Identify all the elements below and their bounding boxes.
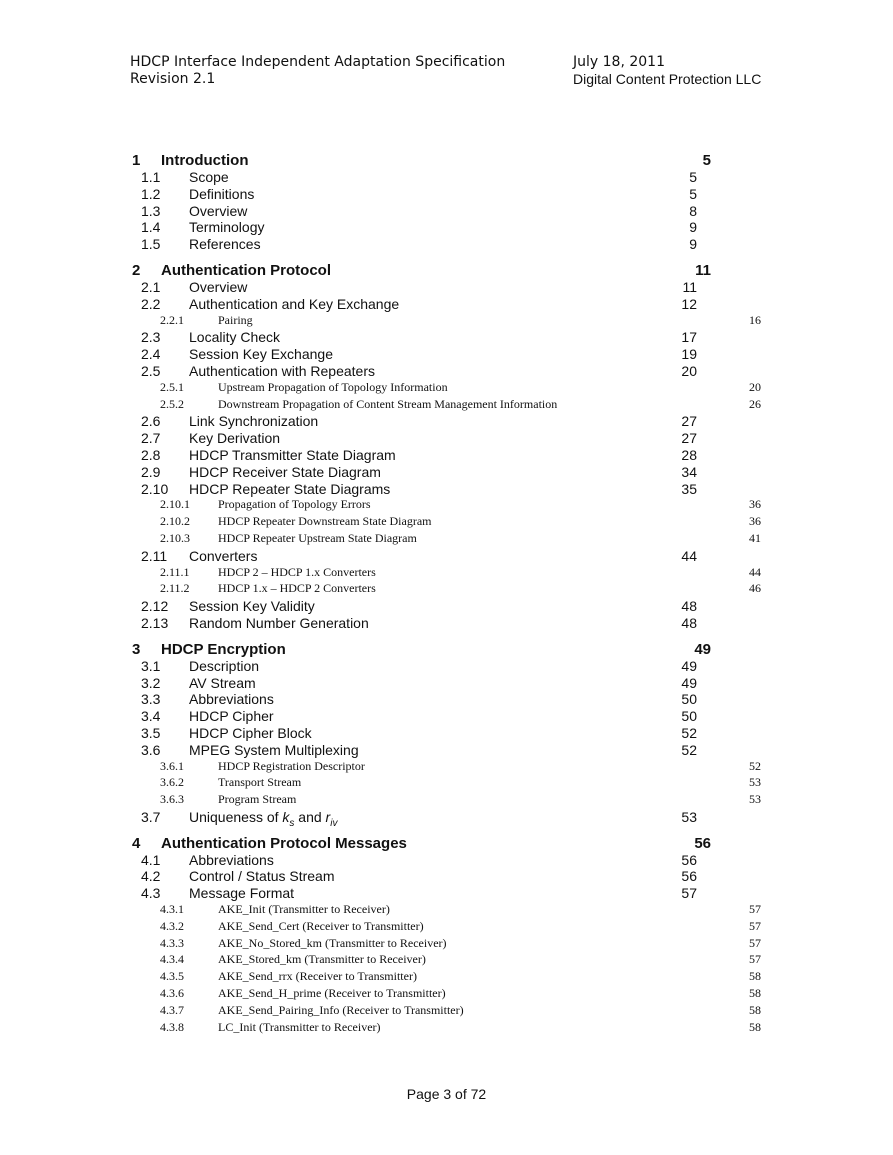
toc-entry-number: 3.6.2 <box>160 775 184 790</box>
toc-entry-number: 1.4 <box>141 219 161 236</box>
header-date: July 18, 2011 <box>573 54 665 70</box>
toc-entry-level-2[interactable] <box>130 346 697 363</box>
toc-entry-page: 36 <box>749 514 761 529</box>
toc-entry-level-2[interactable] <box>130 236 697 253</box>
toc-entry-number: 2.12 <box>141 598 169 615</box>
toc-entry-page: 52 <box>681 741 697 758</box>
toc-entry-number: 1.2 <box>141 185 161 202</box>
table-of-contents <box>130 152 761 1036</box>
toc-entry-level-2[interactable] <box>130 598 697 615</box>
toc-entry-page: 56 <box>681 868 697 885</box>
toc-entry-level-1[interactable] <box>130 152 711 169</box>
toc-entry-title: Overview <box>189 278 248 295</box>
toc-entry-title: HDCP Cipher <box>189 708 274 725</box>
toc-entry-page: 58 <box>749 1019 761 1034</box>
toc-title-fragment: r <box>325 808 331 825</box>
toc-entry-page: 44 <box>749 564 761 579</box>
toc-entry-level-1[interactable] <box>130 835 711 852</box>
toc-entry-page: 57 <box>749 918 761 933</box>
toc-entry-level-3[interactable] <box>130 531 761 548</box>
toc-entry-number: 4.2 <box>141 868 161 885</box>
toc-entry-page: 57 <box>749 952 761 967</box>
toc-entry-page: 27 <box>681 430 697 447</box>
toc-entry-title: Downstream Propagation of Content Stream Management Information <box>218 396 558 411</box>
page-number: Page 3 of 72 <box>406 1086 487 1102</box>
toc-entry-level-3[interactable] <box>130 514 761 531</box>
toc-entry-page: 9 <box>689 236 697 253</box>
toc-entry-title: HDCP 1.x – HDCP 2 Converters <box>218 581 376 596</box>
toc-entry-number: 2.8 <box>141 446 161 463</box>
toc-entry-title: Link Synchronization <box>189 413 319 430</box>
toc-entry-level-2[interactable] <box>130 885 697 902</box>
toc-entry-level-3[interactable] <box>130 792 761 809</box>
toc-entry-level-3[interactable] <box>130 1020 761 1037</box>
toc-entry-level-2[interactable] <box>130 708 697 725</box>
toc-entry-number: 1.1 <box>141 169 161 185</box>
toc-entry-level-3[interactable] <box>130 936 761 953</box>
toc-entry-level-2[interactable] <box>130 548 697 565</box>
toc-entry-title: Message Format <box>189 885 295 902</box>
toc-entry-title: Authentication and Key Exchange <box>189 295 400 312</box>
toc-entry-page: 35 <box>681 480 697 497</box>
toc-entry-page: 17 <box>681 329 697 346</box>
toc-entry-level-2[interactable] <box>130 363 697 380</box>
toc-entry-number: 3.1 <box>141 657 161 674</box>
toc-entry-title: Overview <box>189 202 248 219</box>
toc-entry-page: 49 <box>694 640 711 658</box>
toc-entry-title: Converters <box>189 547 258 564</box>
toc-entry-title <box>189 809 337 826</box>
toc-entry-number: 3.5 <box>141 724 161 741</box>
toc-entry-number: 3.2 <box>141 674 161 691</box>
toc-entry-level-1[interactable] <box>130 262 711 279</box>
toc-entry-title: Propagation of Topology Errors <box>218 497 371 512</box>
toc-entry-level-2[interactable] <box>130 279 697 296</box>
toc-entry-level-3[interactable] <box>130 759 761 776</box>
toc-entry-title: Session Key Validity <box>189 598 315 615</box>
toc-entry-level-3[interactable] <box>130 969 761 986</box>
toc-entry-number: 4.3.8 <box>160 1019 184 1034</box>
toc-entry-number: 2.9 <box>141 463 161 480</box>
toc-entry-level-2[interactable] <box>130 868 697 885</box>
toc-entry-number: 4.3.1 <box>160 902 184 917</box>
toc-entry-title: AKE_Send_rrx (Receiver to Transmitter) <box>218 969 417 984</box>
toc-entry-title: Control / Status Stream <box>189 868 335 885</box>
toc-entry-title: Locality Check <box>189 329 281 346</box>
toc-entry-level-3[interactable] <box>130 565 761 582</box>
toc-entry-level-3[interactable] <box>130 986 761 1003</box>
toc-entry-title: MPEG System Multiplexing <box>189 741 359 758</box>
toc-entry-page: 5 <box>689 169 697 185</box>
toc-entry-level-2[interactable] <box>130 430 697 447</box>
toc-entry-title: HDCP Repeater State Diagrams <box>189 480 391 497</box>
header-revision: Revision 2.1 <box>130 71 216 87</box>
toc-entry-title: References <box>189 236 261 253</box>
toc-entry-level-2[interactable] <box>130 725 697 742</box>
toc-entry-level-2[interactable] <box>130 219 697 236</box>
toc-entry-title: HDCP Cipher Block <box>189 724 312 741</box>
toc-entry-level-2[interactable] <box>130 809 697 826</box>
toc-entry-number: 3.4 <box>141 708 161 725</box>
toc-entry-level-2[interactable] <box>130 296 697 313</box>
toc-entry-level-2[interactable] <box>130 742 697 759</box>
toc-entry-number: 3.3 <box>141 691 161 708</box>
toc-entry-number: 4.3.3 <box>160 935 184 950</box>
toc-entry-page: 27 <box>681 413 697 430</box>
toc-entry-number: 4.3.6 <box>160 986 184 1001</box>
header-doc-title: HDCP Interface Independent Adaptation Specification <box>130 54 506 70</box>
toc-entry-title: LC_Init (Transmitter to Receiver) <box>218 1019 381 1034</box>
toc-title-fragment: and <box>294 808 326 825</box>
toc-entry-number: 4.3.4 <box>160 952 184 967</box>
toc-entry-level-2[interactable] <box>130 464 697 481</box>
toc-entry-page: 34 <box>681 463 697 480</box>
toc-entry-number: 2 <box>132 261 141 279</box>
toc-entry-title: HDCP Transmitter State Diagram <box>189 446 396 463</box>
toc-entry-number: 4.3.5 <box>160 969 184 984</box>
toc-entry-level-2[interactable] <box>130 447 697 464</box>
toc-entry-level-2[interactable] <box>130 329 697 346</box>
toc-entry-title: HDCP Receiver State Diagram <box>189 463 381 480</box>
toc-entry-page: 41 <box>749 530 761 545</box>
toc-entry-page: 49 <box>681 674 697 691</box>
toc-title-fragment: k <box>282 808 290 825</box>
toc-entry-title: HDCP Encryption <box>161 640 286 658</box>
toc-entry-title: Abbreviations <box>189 851 274 868</box>
toc-entry-number: 2.10 <box>141 480 169 497</box>
toc-entry-title: Authentication Protocol Messages <box>161 834 407 852</box>
toc-entry-level-2[interactable] <box>130 615 697 632</box>
toc-entry-number: 3.6.3 <box>160 792 184 807</box>
toc-entry-number: 3.6 <box>141 741 161 758</box>
toc-entry-level-3[interactable] <box>130 581 761 598</box>
toc-entry-page: 26 <box>749 396 761 411</box>
toc-entry-title: AKE_No_Stored_km (Transmitter to Receiver) <box>218 935 447 950</box>
toc-entry-title: AKE_Stored_km (Transmitter to Receiver) <box>218 952 426 967</box>
toc-entry-number: 3.6.1 <box>160 758 184 773</box>
toc-entry-title: Authentication with Repeaters <box>189 362 375 379</box>
toc-entry-level-2[interactable] <box>130 691 697 708</box>
toc-entry-title: AKE_Init (Transmitter to Receiver) <box>218 902 390 917</box>
toc-entry-level-3[interactable] <box>130 952 761 969</box>
toc-entry-number: 2.10.3 <box>160 530 190 545</box>
toc-entry-level-2[interactable] <box>130 186 697 203</box>
toc-entry-number: 2.3 <box>141 329 161 346</box>
toc-entry-title: HDCP 2 – HDCP 1.x Converters <box>218 564 376 579</box>
toc-entry-page: 50 <box>681 708 697 725</box>
toc-entry-page: 50 <box>681 691 697 708</box>
toc-entry-number: 2.7 <box>141 430 161 447</box>
toc-entry-title: Definitions <box>189 185 255 202</box>
toc-entry-number: 2.6 <box>141 413 161 430</box>
toc-entry-number: 2.10.1 <box>160 497 190 512</box>
toc-entry-level-2[interactable] <box>130 481 697 498</box>
toc-entry-level-2[interactable] <box>130 675 697 692</box>
toc-entry-number: 2.5 <box>141 362 161 379</box>
toc-entry-title: HDCP Registration Descriptor <box>218 758 365 773</box>
toc-entry-page: 52 <box>681 724 697 741</box>
toc-entry-level-3[interactable] <box>130 497 761 514</box>
toc-entry-page: 56 <box>694 834 711 852</box>
toc-entry-number: 2.5.1 <box>160 379 184 394</box>
toc-entry-page: 48 <box>681 614 697 631</box>
toc-entry-number: 2.10.2 <box>160 514 190 529</box>
toc-entry-title: Terminology <box>189 219 265 236</box>
toc-entry-page: 53 <box>749 792 761 807</box>
toc-entry-level-3[interactable] <box>130 902 761 919</box>
toc-entry-title: Introduction <box>161 152 249 169</box>
toc-entry-page: 58 <box>749 986 761 1001</box>
toc-entry-title: AV Stream <box>189 674 256 691</box>
toc-entry-number: 2.11.1 <box>160 564 190 579</box>
toc-entry-title: Key Derivation <box>189 430 281 447</box>
toc-entry-title: Program Stream <box>218 792 297 807</box>
toc-entry-page: 36 <box>749 497 761 512</box>
toc-entry-title: AKE_Send_Cert (Receiver to Transmitter) <box>218 918 424 933</box>
toc-entry-title: Authentication Protocol <box>161 261 331 279</box>
toc-entry-title: Abbreviations <box>189 691 274 708</box>
toc-entry-number: 2.13 <box>141 614 169 631</box>
toc-title-fragment: s <box>289 817 295 826</box>
toc-entry-title: Random Number Generation <box>189 614 369 631</box>
toc-entry-page: 8 <box>689 202 697 219</box>
toc-entry-level-2[interactable] <box>130 413 697 430</box>
toc-entry-title: AKE_Send_H_prime (Receiver to Transmitter) <box>218 986 446 1001</box>
toc-entry-level-3[interactable] <box>130 397 761 414</box>
toc-entry-page: 20 <box>749 379 761 394</box>
toc-entry-page: 9 <box>689 219 697 236</box>
toc-entry-level-3[interactable] <box>130 313 761 330</box>
toc-entry-number: 2.11 <box>141 547 168 564</box>
toc-entry-page: 44 <box>681 547 697 564</box>
toc-entry-number: 1 <box>132 152 141 169</box>
toc-title-fragment: Uniqueness of <box>189 808 283 825</box>
toc-entry-number: 2.4 <box>141 346 161 363</box>
toc-entry-level-3[interactable] <box>130 1003 761 1020</box>
toc-entry-level-2[interactable] <box>130 203 697 220</box>
toc-entry-number: 1.5 <box>141 236 161 253</box>
toc-entry-page: 57 <box>749 935 761 950</box>
toc-entry-level-2[interactable] <box>130 658 697 675</box>
toc-entry-level-3[interactable] <box>130 775 761 792</box>
toc-title-fragment: iv <box>330 817 338 826</box>
toc-entry-level-1[interactable] <box>130 641 711 658</box>
toc-entry-page: 19 <box>681 346 697 363</box>
toc-entry-title: HDCP Repeater Upstream State Diagram <box>218 530 417 545</box>
toc-entry-number: 2.11.2 <box>160 581 190 596</box>
toc-entry-title: Pairing <box>218 312 253 327</box>
toc-entry-number: 4.3.7 <box>160 1002 184 1017</box>
toc-entry-page: 16 <box>749 312 761 327</box>
toc-entry-page: 12 <box>681 295 697 312</box>
toc-entry-title: Upstream Propagation of Topology Information <box>218 379 448 394</box>
toc-entry-title: Transport Stream <box>218 775 302 790</box>
toc-entry-page: 58 <box>749 969 761 984</box>
toc-entry-page: 11 <box>682 278 697 295</box>
toc-entry-level-3[interactable] <box>130 919 761 936</box>
toc-entry-page: 58 <box>749 1002 761 1017</box>
toc-entry-page: 5 <box>689 185 697 202</box>
toc-entry-page: 28 <box>681 446 697 463</box>
toc-entry-title: HDCP Repeater Downstream State Diagram <box>218 514 432 529</box>
toc-entry-title: AKE_Send_Pairing_Info (Receiver to Transmitter) <box>218 1002 464 1017</box>
toc-entry-page: 53 <box>749 775 761 790</box>
toc-entry-level-2[interactable] <box>130 169 697 186</box>
toc-entry-number: 2.2 <box>141 295 161 312</box>
toc-entry-number: 3 <box>132 640 141 658</box>
toc-entry-page: 56 <box>681 851 697 868</box>
toc-entry-number: 2.2.1 <box>160 312 184 327</box>
toc-entry-title: Session Key Exchange <box>189 346 333 363</box>
toc-entry-number: 3.7 <box>141 808 161 825</box>
toc-entry-level-3[interactable] <box>130 380 761 397</box>
header-org: Digital Content Protection LLC <box>573 71 762 87</box>
toc-entry-title: Description <box>189 657 260 674</box>
toc-entry-page: 48 <box>681 598 697 615</box>
toc-entry-page: 46 <box>749 581 761 596</box>
toc-entry-page: 5 <box>702 152 711 169</box>
toc-entry-number: 4.3.2 <box>160 918 184 933</box>
toc-entry-number: 2.5.2 <box>160 396 184 411</box>
toc-entry-number: 4.3 <box>141 885 161 902</box>
toc-entry-title: Scope <box>189 169 229 185</box>
toc-entry-page: 57 <box>681 885 697 902</box>
toc-entry-page: 11 <box>695 261 711 279</box>
toc-entry-number: 1.3 <box>141 202 161 219</box>
toc-entry-level-2[interactable] <box>130 852 697 869</box>
toc-entry-page: 49 <box>681 657 697 674</box>
toc-entry-number: 4 <box>132 834 141 852</box>
toc-entry-page: 53 <box>681 808 697 825</box>
toc-entry-page: 52 <box>749 758 761 773</box>
toc-entry-page: 57 <box>749 902 761 917</box>
toc-entry-page: 20 <box>681 362 697 379</box>
toc-entry-number: 4.1 <box>141 851 161 868</box>
toc-entry-number: 2.1 <box>141 278 161 295</box>
